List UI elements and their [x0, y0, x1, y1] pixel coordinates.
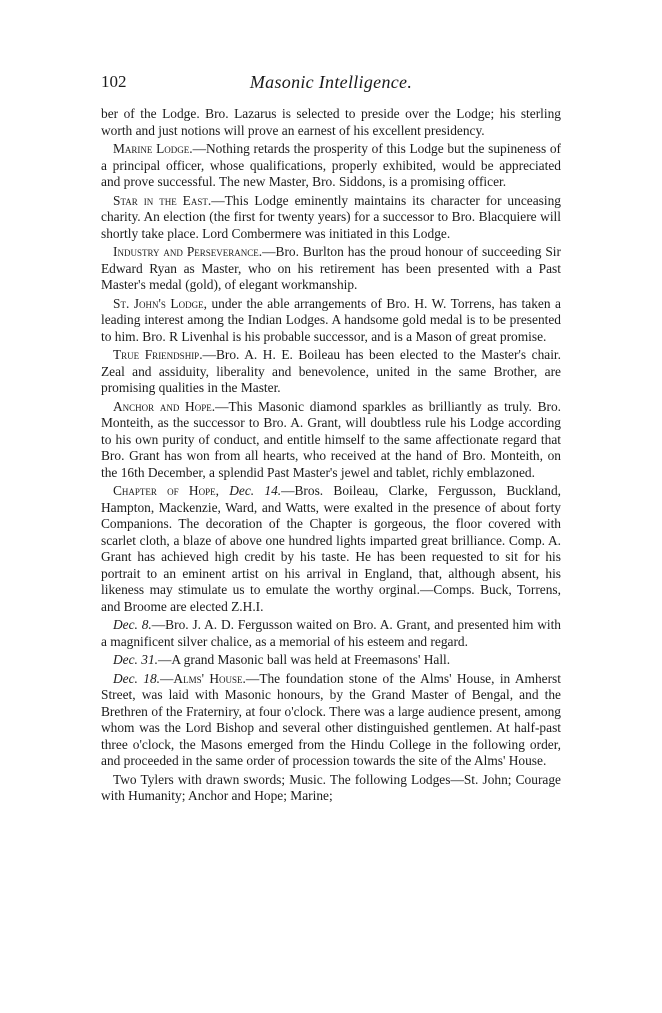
paragraph-dec-8 [101, 617, 561, 650]
paragraph-procession [101, 772, 561, 805]
paragraph-text: —Bro. Burlton has the proud honour of succeeding Sir Edward Ryan as Master, who on his retirement has been presented with a Past Master's medal (gold), of elegant workmanship. [101, 244, 561, 292]
paragraph-heading: Chapter of Hope, [113, 483, 219, 498]
paragraph-text: under the able arrangements of Bro. H. W. Torrens, has taken a leading interest among the Indian Lodges. A handsome gold medal is to be presented to him. Bro. R Livenhal is his probable successor, and is a Mason of great promise. [101, 295, 561, 344]
paragraph-date: Dec. 31. [113, 652, 158, 667]
paragraph-alms-house [101, 671, 561, 770]
paragraph-text: —This Masonic diamond sparkles as brilliantly as truly. Bro. Monteith, as the successor to Bro. A. Grant, will doubtless rule his Lodge according to his own purity of conduct, and entitle himself to the same affectionate regard that Bro. Grant has won from all hearts, who received at the hand of Bro. Monteith, on the 16th December, a splendid Past Master's jewel and tablet, richly emblazoned. [101, 398, 562, 480]
page-number: 102 [101, 72, 127, 91]
paragraph-text: —Bro. A. H. E. Boileau has been elected to the Master's chair. Zeal and assiduity, liberality and benevolence, united in the same Brother, are promising qualities in the Master. [101, 347, 561, 395]
paragraph-star-in-the-east [101, 193, 561, 243]
paragraph-text: —A grand Masonic ball was held at Freemasons' Hall. [158, 652, 451, 667]
paragraph-text: —Nothing retards the prosperity of this Lodge but the supineness of a principal officer, whose qualifications, properly exhibited, would be appreciated and prove successful. The new Master, Bro. Siddons, is a promising officer. [101, 141, 561, 189]
paragraph-text: —Bros. Boileau, Clarke, Fergusson, Buckland, Hampton, Mackenzie, Ward, and Watts, were exalted in the presence of about forty Companions. The decoration of the Chapter is gorgeous, the floor covered with scarlet cloth, a blaze of above one hundred lights imparted great brilliance. Comp. A. Grant has achieved high credit by his taste. He has been requested to sit for his portrait to an eminent artist on his arrival in England, that, although absent, his likeness may stimulate us to emulate the worthy orginal.—Comps. Buck, Torrens, and Broome are elected Z.H.I. [101, 483, 562, 614]
paragraph-heading: Star in the East. [113, 192, 212, 208]
paragraph-dec-31 [101, 652, 561, 669]
paragraph-intro [101, 106, 561, 139]
paragraph-heading: Industry and Perseverance. [113, 244, 263, 259]
running-title: Masonic Intelligence. [249, 72, 413, 92]
paragraph-heading: True Friendship. [113, 347, 203, 362]
paragraph-heading: Anchor and Hope. [113, 398, 216, 414]
paragraph-true-friendship [101, 347, 561, 397]
paragraph-heading: —Alms' House. [160, 670, 246, 686]
paragraph-chapter-of-hope [101, 483, 561, 615]
paragraph-date: Dec. 14. [218, 483, 282, 498]
article-body [101, 106, 561, 805]
paragraph-text: —This Lodge eminently maintains its character for unceasing charity. An election (the first for twenty years) for a successor to Bro. Blacquiere will shortly take place. Lord Combermere was initiated in this Lodge. [101, 192, 561, 241]
page [101, 72, 561, 807]
paragraph-heading: St. John's Lodge, [113, 295, 207, 311]
paragraph-text: —The foundation stone of the Alms' House, in Amherst Street, was laid with Masonic honours, by the Grand Master of Bengal, and the Brethren of the Fraterniry, at four o'clock. There was a large audience present, among whom was the Lord Bishop and several other distinguished gentlemen. At half-past three o'clock, the Masons emerged from the Hindu College in the following order, and proceeded in the same order of procession towards the site of the Alms' House. [101, 670, 561, 768]
paragraph-text: ber of the Lodge. Bro. Lazarus is selected to preside over the Lodge; his sterling worth and just notions will prove an earnest of his excellent presidency. [101, 106, 561, 138]
paragraph-heading: Marine Lodge. [113, 141, 193, 156]
running-head [101, 72, 561, 98]
paragraph-text: Two Tylers with drawn swords; Music. The following Lodges—St. John; Courage with Humanity; Anchor and Hope; Marine; [101, 771, 561, 803]
paragraph-text: —Bro. J. A. D. Fergusson waited on Bro. A. Grant, and presented him with a magnificent silver chalice, as a memorial of his esteem and regard. [101, 617, 561, 649]
paragraph-industry-and-perseverance [101, 244, 561, 294]
paragraph-st-johns-lodge [101, 296, 561, 346]
paragraph-marine-lodge [101, 141, 561, 191]
paragraph-anchor-and-hope [101, 399, 561, 482]
paragraph-date: Dec. 18. [113, 670, 161, 686]
paragraph-date: Dec. 8. [113, 617, 152, 632]
